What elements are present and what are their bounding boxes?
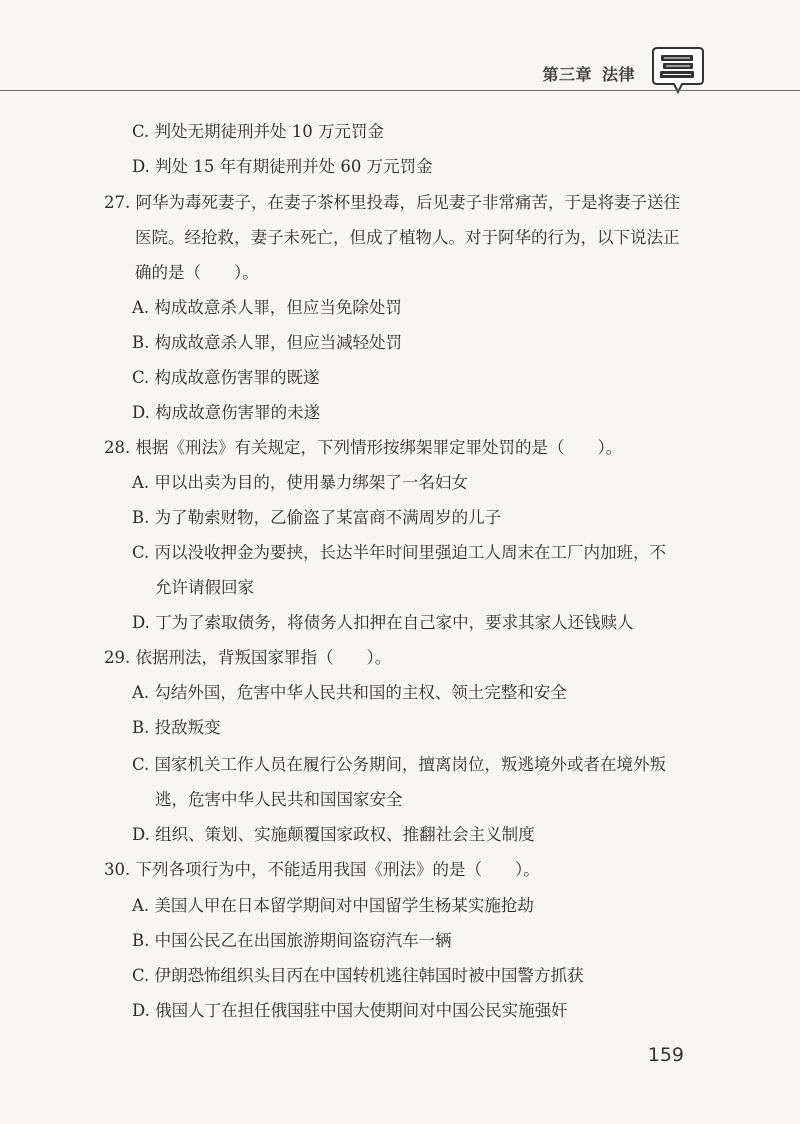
option-line-cont: 允许请假回家 <box>155 578 254 597</box>
question-27-cont: 医院。经抢救，妻子未死亡，但成了植物人。对于阿华的行为，以下说法正 <box>135 228 680 247</box>
option-line: C. 判处无期徒刑并处 10 万元罚金 <box>132 122 385 141</box>
option-line: B. 中国公民乙在出国旅游期间盗窃汽车一辆 <box>132 931 452 950</box>
option-line: C. 构成故意伤害罪的既遂 <box>132 368 320 387</box>
option-line-cont: 逃，危害中华人民共和国国家安全 <box>155 790 403 809</box>
option-line: B. 为了勒索财物，乙偷盗了某富商不满周岁的儿子 <box>132 508 502 527</box>
question-29: 29. 依据刑法，背叛国家罪指（ ）。 <box>104 648 392 667</box>
option-line: D. 组织、策划、实施颠覆国家政权、推翻社会主义制度 <box>132 825 535 844</box>
book-stack-icon <box>650 46 706 96</box>
option-line: C. 国家机关工作人员在履行公务期间，擅离岗位，叛逃境外或者在境外叛 <box>132 755 667 774</box>
question-28: 28. 根据《刑法》有关规定，下列情形按绑架罪定罪处罚的是（ ）。 <box>104 438 623 457</box>
chapter-title: 法律 <box>601 65 635 84</box>
chapter-heading <box>542 62 635 85</box>
option-line: D. 丁为了索取债务，将债务人扣押在自己家中，要求其家人还钱赎人 <box>132 613 634 632</box>
option-line: C. 伊朗恐怖组织头目丙在中国转机逃往韩国时被中国警方抓获 <box>132 966 584 985</box>
option-line: B. 投敌叛变 <box>132 718 221 737</box>
question-27: 27. 阿华为毒死妻子，在妻子茶杯里投毒，后见妻子非常痛苦，于是将妻子送往 <box>104 193 680 212</box>
option-line: C. 丙以没收押金为要挟，长达半年时间里强迫工人周末在工厂内加班，不 <box>132 543 667 562</box>
page-number: 159 <box>647 1044 684 1066</box>
option-line: A. 勾结外国，危害中华人民共和国的主权、领土完整和安全 <box>132 683 567 702</box>
page-header <box>0 0 800 100</box>
header-divider <box>0 90 800 91</box>
option-line: D. 俄国人丁在担任俄国驻中国大使期间对中国公民实施强奸 <box>132 1001 568 1020</box>
option-line: B. 构成故意杀人罪，但应当减轻处罚 <box>132 333 403 352</box>
option-line: D. 判处 15 年有期徒刑并处 60 万元罚金 <box>132 157 433 176</box>
question-27-cont: 确的是（ ）。 <box>135 263 259 282</box>
option-line: D. 构成故意伤害罪的未遂 <box>132 403 321 422</box>
option-line: A. 美国人甲在日本留学期间对中国留学生杨某实施抢劫 <box>132 896 534 915</box>
option-line: A. 构成故意杀人罪，但应当免除处罚 <box>132 298 402 317</box>
question-30: 30. 下列各项行为中，不能适用我国《刑法》的是（ ）。 <box>104 860 540 879</box>
option-line: A. 甲以出卖为目的，使用暴力绑架了一名妇女 <box>132 473 468 492</box>
chapter-number: 第三章 <box>542 65 592 84</box>
